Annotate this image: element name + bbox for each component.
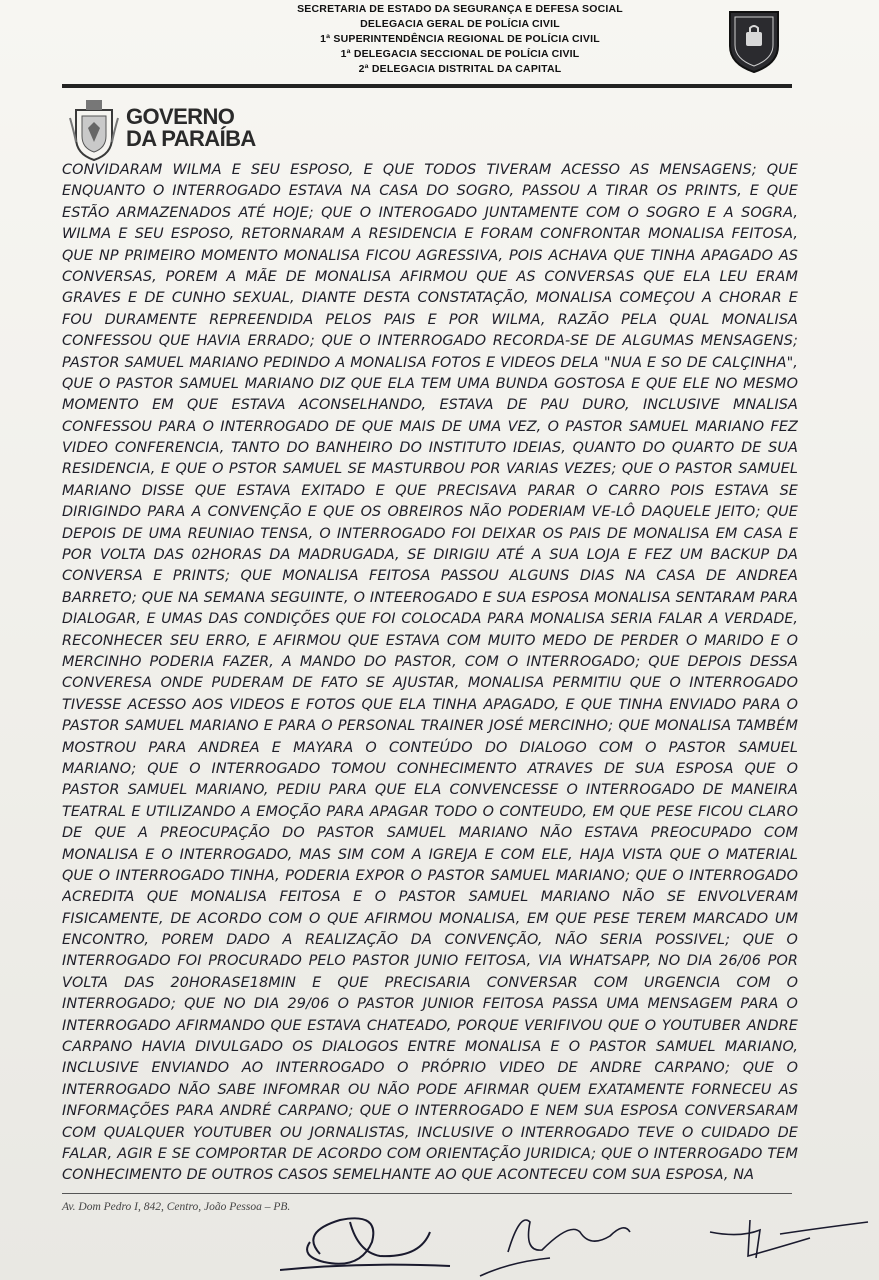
header-line: SECRETARIA DE ESTADO DA SEGURANÇA E DEFESA SOCIAL — [297, 3, 623, 15]
text-line: MARIANO; QUE O INTERROGADO TOMOU CONHECIMENTO ATRAVES DE SUA ESPOSA QUE O — [62, 760, 798, 777]
text-line: CONVERSA E PRINTS; QUE MONALISA FEITOSA PASSOU ALGUNS DIAS NA CASA DE ANDREA — [62, 568, 798, 585]
text-line: BARRETO; QUE NA SEMANA SEGUINTE, O INTEEROGADO E SUA ESPOSA MONALISA SENTARAM PARA — [62, 589, 798, 606]
text-line: QUE O PASTOR SAMUEL MARIANO DIZ QUE ELA TEM UMA BUNDA GOSTOSA E QUE ELE NO MESMO — [62, 375, 798, 392]
text-line: VOLTA DAS 20HORASE18MIN E QUE PRECISARIA CONVERSAR COM URGENCIA COM O — [62, 974, 798, 991]
text-line: TIVESSE ACESSO AOS VIDEOS E FOTOS QUE ELA TINHA APAGADO, E QUE TINHA ENVIADO PARA O — [62, 696, 798, 713]
police-badge-icon — [724, 6, 784, 76]
header-line: 2ª DELEGACIA DISTRITAL DA CAPITAL — [358, 63, 562, 75]
text-line: FISICAMENTE, DE ACORDO COM O QUE AFIRMOU MONALISA, EM QUE PESE TEREM MARCADO UM — [62, 910, 798, 927]
header-line: 1ª SUPERINTENDÊNCIA REGIONAL DE POLÍCIA CIVIL — [320, 33, 600, 45]
text-line: POR VOLTA DAS 02HORAS DA MADRUGADA, SE DIRIGIU ATÉ A SUA LOJA E FEZ UM BACKUP DA — [62, 547, 798, 564]
signatures — [280, 1192, 870, 1280]
text-line: CONVIDARAM WILMA E SEU ESPOSO, E QUE TODOS TIVERAM ACESSO AS MENSAGENS; QUE — [62, 162, 798, 178]
header-divider — [62, 84, 792, 88]
text-line: INTERROGADO AFIRMANDO QUE ESTAVA CHATEADO, PORQUE VERIFIVOU QUE O YOUTUBER ANDRE — [62, 1017, 798, 1034]
coat-of-arms-icon — [68, 98, 120, 162]
text-line: DIALOGAR, E UMAS DAS CONDIÇÕES QUE FOI COLOCADA PARA MONALISA SERIA FALAR A VERDADE, — [62, 611, 798, 628]
deposition-text — [62, 160, 798, 1187]
text-line: CONFESSOU PARA O INTERROGADO DE QUE MAIS DE UMA VEZ, O PASTOR SAMUEL MARIANO FEZ — [62, 418, 798, 435]
text-line: ESTÃO ARMAZENADOS ATÉ HOJE; QUE O INTEROGADO JUNTAMENTE COM O SOGRO E A SOGRA, — [62, 204, 798, 221]
text-line: ENQUANTO O INTERROGADO ESTAVA NA CASA DO SOGRO, PASSOU A TIRAR OS PRINTS, E QUE — [62, 183, 798, 200]
header-lines — [240, 2, 680, 77]
text-line: QUE O INTERROGADO TINHA, PODERIA EXPOR O PASTOR SAMUEL MARIANO; QUE O INTERROGADO — [62, 867, 798, 884]
text-line: PASTOR SAMUEL MARIANO, PEDIU PARA QUE ELA CONVENCESSE O INTERROGADO DE MANEIRA — [62, 782, 798, 799]
header-line: DELEGACIA GERAL DE POLÍCIA CIVIL — [360, 18, 560, 30]
text-line: INTERROGADO FOI PROCURADO PELO PASTOR JUNIO FEITOSA, VIA WHATSAPP, NO DIA 26/06 POR — [62, 953, 798, 970]
text-line: CONVERSAS, POREM A MÃE DE MONALISA AFIRMOU QUE AS CONVERSAS QUE ELA LEU ERAM — [62, 268, 798, 285]
text-line: INTERROGADO NÃO SABE INFOMRAR OU NÃO PODE AFIRMAR QUEM EXATAMENTE FORNECEU AS — [62, 1081, 798, 1098]
text-line: INTERROGADO; QUE NO DIA 29/06 O PASTOR JUNIOR FEITOSA PASSA UMA MENSAGEM PARA O — [62, 996, 798, 1013]
text-line: CONHECIMENTO DE OUTROS CASOS SEMELHANTE AO QUE ACONTECEU COM SUA ESPOSA, NA — [62, 1167, 755, 1184]
text-line: MARIANO DISSE QUE ESTAVA EXITADO E QUE PRECISAVA PARAR O CARRO POIS ESTAVA SE — [62, 482, 798, 499]
text-line: MONALISA E O INTERROGADO, MAS SIM COM A IGREJA E COM ELE, HAJA VISTA QUE O MATERIAL — [62, 846, 798, 863]
text-line: RESIDENCIA, E QUE O PSTOR SAMUEL SE MASTURBOU POR VARIAS VEZES; QUE O PASTOR SAMUEL — [62, 461, 798, 478]
text-line: MOSTROU PARA ANDREA E MAYARA O CONTEÚDO DO DIALOGO COM O PASTOR SAMUEL — [62, 739, 798, 756]
text-line: INFORMAÇÕES PARA ANDRÉ CARPANO; QUE O INTERROGADO E NEM SUA ESPOSA CONVERSARAM — [62, 1103, 798, 1120]
text-line: ENCONTRO, POREM DADO A REALIZAÇÃO DA CONVENÇÃO, NÃO SERIA POSSIVEL; QUE O — [62, 932, 798, 949]
header-line: 1ª DELEGACIA SECCIONAL DE POLÍCIA CIVIL — [340, 48, 580, 60]
text-line: FOU DURAMENTE REPREENDIDA PELOS PAIS E POR WILMA, RAZÃO PELA QUAL MONALISA — [62, 311, 798, 328]
text-line: RECONHECER SEU ERRO, E AFIRMOU QUE ESTAVA COM MUITO MEDO DE PERDER O MARIDO E O — [62, 632, 798, 649]
text-line: CARPANO HAVIA DIVULGADO OS DIALOGOS ENTRE MONALISA E O PASTOR SAMUEL MARIANO, — [62, 1039, 798, 1056]
text-line: CONFESSOU QUE HAVIA ERRADO; QUE O INTERROGADO RECORDA-SE DE ALGUMAS MENSAGENS; — [62, 333, 798, 350]
text-line: MOMENTO EM QUE ESTAVA ACONSELHANDO, ESTAVA DE PAU DURO, INCLUSIVE MNALISA — [62, 397, 798, 414]
letterhead — [0, 0, 879, 92]
text-line: GRAVES E DE CUNHO SEXUAL, DIANTE DESTA CONSTATAÇÃO, MONALISA COMEÇOU A CHORAR E — [62, 290, 798, 307]
text-line: PASTOR SAMUEL MARIANO PEDINDO A MONALISA FOTOS E VIDEOS DELA "NUA E SO DE CALÇINHA", — [62, 354, 798, 371]
text-line: PASTOR SAMUEL MARIANO E PARA O PERSONAL TRAINER JOSÉ MERCINHO; QUE MONALISA TAMBÉM — [62, 718, 798, 735]
text-line: VIDEO CONFERENCIA, TANTO DO BANHEIRO DO INSTITUTO IDEIAS, QUANTO DO QUARTO DE SUA — [62, 440, 798, 457]
text-line: FALAR, AGIR E SE COMPORTAR DE ACORDO COM ORIENTAÇÃO JURIDICA; QUE O INTERROGADO TEM — [62, 1145, 798, 1162]
footer-address: Av. Dom Pedro I, 842, Centro, João Pessoa – PB. — [62, 1201, 291, 1213]
text-line: QUE NP PRIMEIRO MOMENTO MONALISA FICOU AGRESSIVA, POIS ACHAVA QUE TINHA APAGADO AS — [62, 247, 798, 264]
text-line: DIRIGINDO PARA A CONVENÇÃO E QUE OS OBREIROS NÃO PODERIAM VE-LÔ DAQUELE JEITO; QUE — [62, 504, 798, 521]
logo-line-2: DA PARAÍBA — [126, 126, 256, 151]
logo-line-1: GOVERNO — [126, 104, 235, 129]
text-line: CONVERESA ONDE PUDERAM DE FATO SE AJUSTAR, MONALISA PERMITIU QUE O INTERROGADO — [62, 675, 798, 692]
text-line: ACREDITA QUE MONALISA FEITOSA E O PASTOR SAMUEL MARIANO NÃO SE ENVOLVERAM — [62, 889, 798, 906]
text-line: INCLUSIVE ENVIANDO AO INTERROGADO O PRÓPRIO VIDEO DE ANDRE CARPANO; QUE O — [62, 1060, 798, 1077]
text-line: TEATRAL E UTILIZANDO A EMOÇÃO PARA APAGAR TODO O CONTEUDO, EM QUE PESE FICOU CLARO — [62, 803, 798, 820]
governo-da-paraiba-logo — [68, 98, 258, 162]
text-line: COM QUALQUER YOUTUBER OU JORNALISTAS, INCLUSIVE O INTERROGADO TEVE O CUIDADO DE — [62, 1124, 798, 1141]
signature-3 — [710, 1220, 868, 1258]
text-line: DE QUE A PREOCUPAÇÃO DO PASTOR SAMUEL MARIANO NÃO ESTAVA PREOCUPADO COM — [62, 825, 798, 842]
logo-text — [126, 106, 256, 150]
text-line: DEPOIS DE UMA REUNIAO TENSA, O INTERROGADO FOI DEIXAR OS PAIS DE MONALISA EM CASA E — [62, 525, 798, 542]
signature-1 — [280, 1218, 450, 1270]
signature-2 — [480, 1220, 630, 1276]
text-line: MERCINHO PODERIA FAZER, A MANDO DO PASTOR, COM O INTERROGADO; QUE DEPOIS DESSA — [62, 653, 798, 670]
text-line: WILMA E SEU ESPOSO, RETORNARAM A RESIDENCIA E FORAM CONFRONTAR MONALISA FEITOSA, — [62, 226, 798, 243]
